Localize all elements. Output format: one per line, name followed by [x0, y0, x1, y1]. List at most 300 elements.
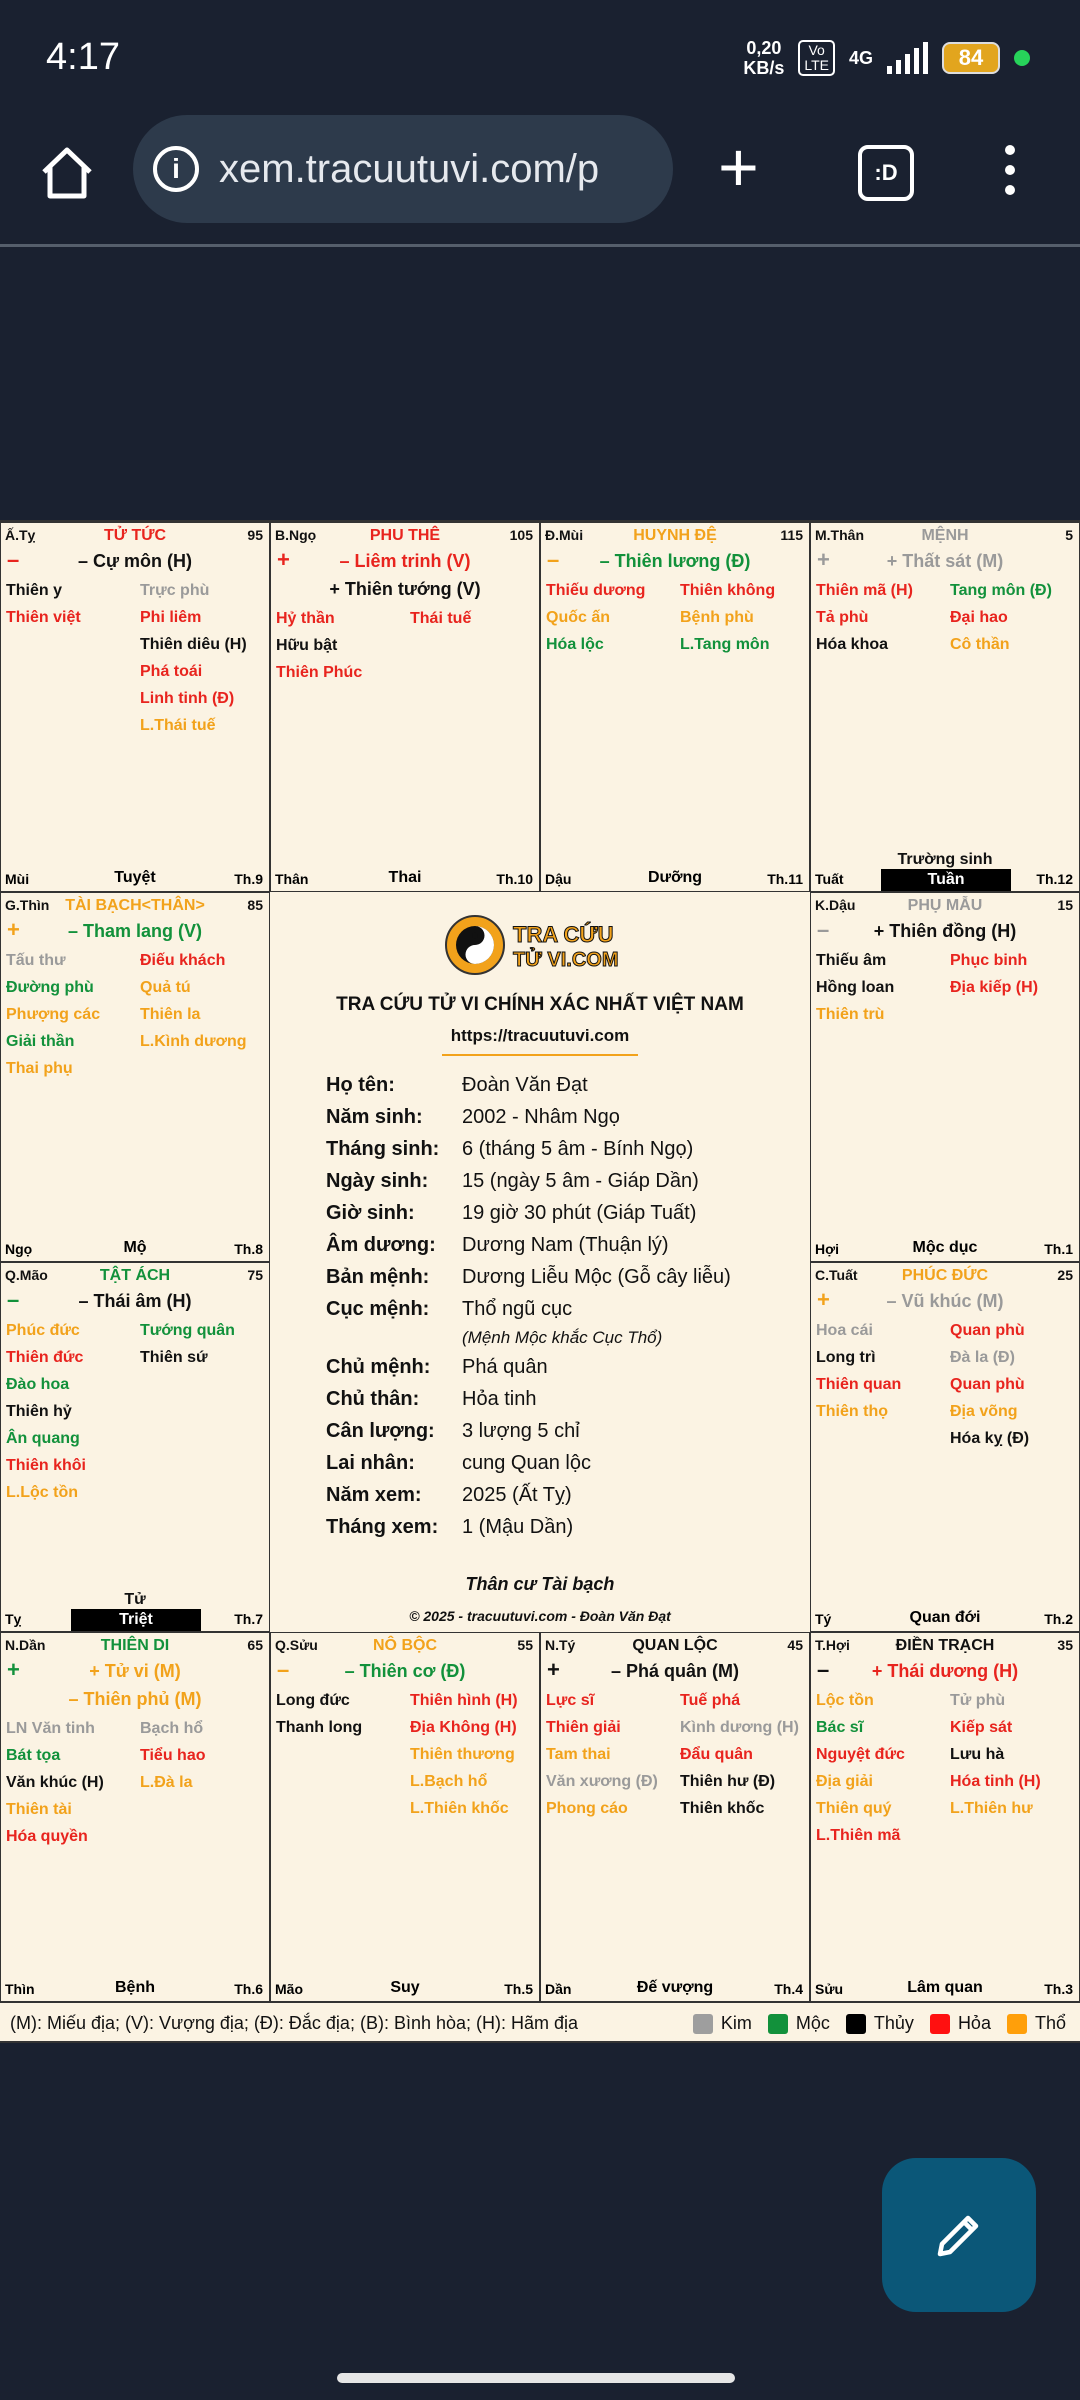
chart-center	[270, 892, 810, 1632]
palace-cell	[810, 522, 1080, 892]
legend-key	[693, 2013, 752, 2034]
minor-star: Đào hoa	[6, 1376, 70, 1393]
minor-star: Thiên tài	[6, 1801, 72, 1818]
tu-vi-chart	[0, 520, 1080, 2043]
legend-swatch	[693, 2014, 713, 2034]
gesture-bar[interactable]	[337, 2373, 735, 2383]
info-label: Giờ sinh:	[326, 1202, 415, 1224]
minor-star: Ân quang	[6, 1430, 80, 1447]
palace-branch: B.Ngọ	[275, 527, 317, 543]
palace-foot-mid: Mộ	[123, 1239, 147, 1256]
palace-age: 115	[780, 527, 803, 543]
info-label: Cục mệnh:	[326, 1298, 430, 1320]
minor-star: Hữu bật	[276, 637, 338, 654]
minor-star	[945, 1822, 1080, 1849]
minor-star: Địa giải	[816, 1773, 873, 1790]
palace-foot-mid: Mộc dục	[912, 1239, 978, 1256]
palace-name: PHÚC ĐỨC	[901, 1267, 989, 1284]
info-label: Tháng xem:	[326, 1516, 439, 1538]
palace-sign: –	[817, 1657, 830, 1682]
signal-icon	[887, 42, 928, 74]
minor-star: Hóa khoa	[816, 636, 889, 653]
palace-sign: –	[547, 547, 560, 572]
palace-foot-right: Th.4	[774, 1981, 803, 1997]
palace-age: 5	[1065, 527, 1073, 543]
info-row	[326, 1170, 806, 1202]
info-value: Thổ ngũ cục	[462, 1298, 573, 1320]
minor-star	[1, 712, 135, 739]
info-value: Đoàn Văn Đạt	[462, 1074, 588, 1096]
minor-star	[135, 1479, 270, 1506]
info-label: Chủ mệnh:	[326, 1356, 431, 1378]
address-bar[interactable]	[133, 115, 673, 223]
status-bar	[0, 0, 1080, 110]
minor-star: Thai phụ	[6, 1060, 73, 1077]
site-logo	[445, 912, 645, 978]
palace-foot-mid: Tuyệt	[114, 869, 156, 886]
minor-star: Hỷ thần	[276, 610, 335, 627]
minor-star: L.Tang môn	[680, 636, 770, 653]
volte-bottom: LTE	[804, 57, 829, 73]
minor-star	[271, 1795, 405, 1822]
minor-star: Thiên khốc	[680, 1800, 765, 1817]
palace-branch: Ấ.Tỵ	[5, 527, 36, 543]
minor-star: Thiên việt	[6, 609, 81, 626]
main-star: – Thiên lương (Đ)	[599, 551, 751, 571]
legend	[0, 2002, 1080, 2044]
palace-foot-left: Mùi	[5, 871, 30, 887]
minor-star: Bạch hổ	[140, 1720, 204, 1737]
minor-star: Lộc tồn	[816, 1692, 874, 1709]
palace-foot-left: Tuất	[815, 871, 844, 887]
palace-foot-left: Hợi	[815, 1241, 839, 1257]
info-row	[326, 1202, 806, 1234]
minor-star	[1, 631, 135, 658]
palace-name: HUYNH ĐỆ	[633, 527, 717, 544]
palace-age: 75	[247, 1267, 263, 1283]
minor-star	[135, 1425, 270, 1452]
minor-star: L.Bạch hổ	[410, 1773, 488, 1790]
legend-notes: (M): Miếu địa; (V): Vượng địa; (Đ): Đắc địa; (B): Bình hòa; (H): Hãm địa	[10, 2013, 579, 2033]
info-row	[326, 1388, 806, 1420]
minor-star: Thiên hỷ	[6, 1403, 72, 1420]
minor-star: Giải thần	[6, 1033, 75, 1050]
privacy-dot-icon	[1014, 50, 1030, 66]
minor-star: L.Thiên hư	[950, 1800, 1033, 1817]
url-text[interactable]: xem.tracuutuvi.com/p	[219, 146, 600, 191]
minor-star: Thiên khôi	[6, 1457, 86, 1474]
main-star: – Liêm trinh (V)	[339, 551, 471, 571]
palace-sign: –	[7, 1287, 20, 1312]
minor-star: L.Lộc tồn	[6, 1484, 78, 1501]
legend-label: Hỏa	[957, 2013, 991, 2033]
palace-tag: Tuần	[881, 869, 1011, 891]
palace-foot-right: Th.7	[234, 1611, 263, 1627]
info-value: 19 giờ 30 phút (Giáp Tuất)	[462, 1202, 697, 1224]
minor-star	[1, 658, 135, 685]
palace-age: 25	[1057, 1267, 1073, 1283]
palace-cell	[540, 522, 810, 892]
palace-age: 35	[1057, 1637, 1073, 1653]
minor-star	[271, 1741, 405, 1768]
palace-sign: +	[7, 1657, 20, 1682]
palace-cell	[0, 1262, 270, 1632]
palace-foot-mid: Trường sinh	[897, 851, 993, 868]
minor-star: Hóa kỵ (Đ)	[950, 1430, 1030, 1447]
palace-name: MỆNH	[921, 527, 969, 544]
palace-name: TẬT ÁCH	[99, 1267, 171, 1284]
legend-key	[1007, 2013, 1066, 2034]
info-row	[326, 1452, 806, 1484]
palace-cell	[810, 1632, 1080, 2002]
minor-star: Thiên diêu (H)	[140, 636, 247, 653]
more-menu-icon[interactable]	[1005, 145, 1017, 205]
minor-star: Quan phù	[950, 1376, 1025, 1393]
palace-foot-left: Dần	[545, 1981, 572, 1997]
minor-star: Đại hao	[950, 609, 1008, 626]
main-star: – Tham lang (V)	[67, 921, 202, 941]
minor-star: Thiên đức	[6, 1349, 84, 1366]
palace-foot-mid: Suy	[390, 1979, 420, 1996]
minor-star	[135, 1796, 270, 1823]
main-star: + Thiên tướng (V)	[329, 579, 481, 599]
pencil-icon	[930, 2206, 988, 2264]
edit-button[interactable]	[882, 2158, 1036, 2312]
network-speed	[743, 38, 784, 78]
minor-star: Thiên mã (H)	[816, 582, 913, 599]
minor-star: Long đức	[276, 1692, 350, 1709]
info-label: Năm sinh:	[326, 1106, 423, 1128]
minor-star: Thiên Phúc	[276, 664, 363, 681]
minor-star: Phá toái	[140, 663, 203, 680]
minor-star: Tiểu hao	[140, 1747, 206, 1764]
minor-star: Thiên thọ	[816, 1403, 888, 1420]
link-underline	[442, 1054, 638, 1056]
palace-cell	[0, 892, 270, 1262]
palace-sign: +	[817, 547, 830, 572]
info-value: 6 (tháng 5 âm - Bính Ngọ)	[462, 1138, 694, 1160]
main-star: – Thiên phủ (M)	[68, 1689, 202, 1709]
legend-key	[846, 2013, 914, 2034]
minor-star: Long trì	[816, 1349, 876, 1366]
minor-star: Bác sĩ	[816, 1719, 864, 1736]
palace-foot-right: Th.9	[234, 871, 263, 887]
minor-star: L.Kình dương	[140, 1033, 247, 1050]
minor-star: Thiên hư (Đ)	[680, 1773, 776, 1790]
minor-star: L.Thái tuế	[140, 717, 216, 734]
legend-label: Kim	[720, 2013, 752, 2033]
minor-star: Thiên trù	[816, 1006, 885, 1023]
info-row	[326, 1420, 806, 1452]
new-tab-icon[interactable]: +	[718, 128, 759, 206]
legend-key	[930, 2013, 991, 2034]
palace-name: TỬ TỨC	[103, 527, 167, 544]
clock: 4:17	[46, 36, 120, 78]
minor-star: Hóa quyền	[6, 1828, 88, 1845]
minor-star: Thiên la	[140, 1006, 201, 1023]
minor-star: Phi liêm	[140, 609, 202, 626]
legend-swatch	[846, 2014, 866, 2034]
toolbar-divider	[0, 244, 1080, 247]
minor-star: Thiên quan	[816, 1376, 902, 1393]
palace-foot-mid: Đế vượng	[636, 1979, 714, 1996]
info-row	[326, 1106, 806, 1138]
palace-foot-mid: Dưỡng	[647, 869, 703, 886]
palace-foot-mid: Thai	[388, 869, 422, 886]
palace-foot-mid: Bệnh	[115, 1979, 155, 1996]
minor-star	[811, 1425, 945, 1452]
palace-branch: C.Tuất	[815, 1267, 858, 1283]
palace-sign: –	[817, 917, 830, 942]
minor-star: Địa võng	[950, 1403, 1018, 1420]
palace-name: THIÊN DI	[100, 1637, 170, 1654]
palace-foot-left: Ngọ	[5, 1241, 33, 1257]
palace-foot-left: Thân	[275, 871, 309, 887]
minor-star: Thiếu âm	[816, 952, 887, 969]
main-star: – Thái âm (H)	[78, 1291, 192, 1311]
legend-keys	[693, 2013, 1066, 2034]
volte-icon	[798, 40, 835, 76]
palace-foot-left: Dậu	[545, 871, 572, 887]
palace-sign: +	[7, 917, 20, 942]
minor-star: Lưu hà	[950, 1746, 1005, 1763]
palace-foot-right: Th.1	[1044, 1241, 1073, 1257]
minor-star: Tang môn (Đ)	[950, 582, 1052, 599]
palace-cell	[0, 522, 270, 892]
palace-foot-left: Mão	[275, 1981, 303, 1997]
info-value: cung Quan lộc	[462, 1452, 591, 1474]
info-row	[326, 1074, 806, 1106]
palace-foot-right: Th.12	[1036, 871, 1073, 887]
palace-sign: –	[277, 1657, 290, 1682]
info-value: Phá quân	[462, 1356, 548, 1378]
palace-name: NÔ BỘC	[373, 1637, 437, 1654]
info-label: Họ tên:	[326, 1074, 395, 1096]
palace-branch: Q.Sửu	[275, 1637, 318, 1653]
minor-star: Linh tinh (Đ)	[140, 690, 235, 707]
palace-sign: +	[547, 1657, 560, 1682]
palace-foot-right: Th.3	[1044, 1981, 1073, 1997]
legend-swatch	[1007, 2014, 1027, 2034]
palace-sign: +	[277, 547, 290, 572]
legend-swatch	[930, 2014, 950, 2034]
palace-cell	[270, 522, 540, 892]
palace-branch: Q.Mão	[5, 1267, 48, 1283]
minor-star: Hóa tinh (H)	[950, 1773, 1041, 1790]
minor-star: Địa kiếp (H)	[950, 979, 1039, 996]
minor-star: Quan phù	[950, 1322, 1025, 1339]
minor-star: Nguyệt đức	[816, 1746, 905, 1763]
minor-star: Hóa lộc	[546, 636, 604, 653]
palace-age: 45	[787, 1637, 803, 1653]
minor-star: Thiên hình (H)	[410, 1692, 518, 1709]
palace-cell	[810, 892, 1080, 1262]
volte-top: Vo	[808, 42, 825, 58]
info-label: Chủ thân:	[326, 1388, 420, 1410]
minor-star	[135, 1452, 270, 1479]
palace-age: 55	[517, 1637, 533, 1653]
minor-star: Thiếu dương	[546, 582, 646, 599]
minor-star: Bát tọa	[6, 1747, 61, 1764]
palace-name: ĐIỀN TRẠCH	[895, 1637, 995, 1654]
than-cu: Thân cư Tài bạch	[465, 1574, 615, 1594]
minor-star: L.Thiên mã	[816, 1827, 901, 1844]
palace-foot-right: Th.6	[234, 1981, 263, 1997]
legend-swatch	[768, 2014, 788, 2034]
minor-star: Bệnh phù	[680, 609, 754, 626]
palace-age: 105	[509, 527, 533, 543]
main-star: – Thiên cơ (Đ)	[344, 1661, 466, 1681]
minor-star	[135, 1823, 270, 1850]
minor-star: Tuế phá	[680, 1692, 741, 1709]
palace-branch: G.Thìn	[5, 897, 50, 913]
site-link[interactable]: https://tracuutuvi.com	[450, 1026, 630, 1045]
info-row	[326, 1298, 806, 1330]
main-star: + Thiên đồng (H)	[873, 921, 1017, 941]
info-label: Ngày sinh:	[326, 1170, 429, 1192]
minor-star	[1, 685, 135, 712]
minor-star: Đẩu quân	[680, 1746, 753, 1763]
logo-text-2: TỬ VI.COM	[513, 949, 619, 971]
minor-star: Tử phù	[950, 1692, 1006, 1709]
minor-star: Điếu khách	[140, 952, 226, 969]
minor-star: Tấu thư	[6, 952, 66, 969]
info-row	[326, 1266, 806, 1298]
minor-star: Phục binh	[950, 952, 1028, 969]
network-type: 4G	[848, 47, 873, 68]
legend-label: Thủy	[873, 2013, 914, 2033]
legend-label: Mộc	[795, 2013, 830, 2033]
info-value: 1 (Mậu Dần)	[462, 1516, 574, 1538]
palace-age: 95	[247, 527, 263, 543]
minor-star: L.Thiên khốc	[410, 1800, 509, 1817]
minor-star: Văn khúc (H)	[6, 1774, 104, 1791]
main-star: + Thất sát (M)	[886, 551, 1004, 571]
minor-star: Đà la (Đ)	[950, 1349, 1015, 1366]
minor-star: Tả phù	[816, 609, 869, 626]
palace-foot-right: Th.10	[496, 871, 533, 887]
minor-star: Thiên thương	[410, 1746, 515, 1763]
minor-star: Văn xương (Đ)	[546, 1773, 658, 1790]
info-row	[326, 1356, 806, 1388]
minor-star: Trực phù	[140, 582, 210, 599]
palace-foot-right: Th.8	[234, 1241, 263, 1257]
palace-foot-left: Sửu	[815, 1981, 844, 1997]
palace-age: 85	[247, 897, 263, 913]
palace-foot-right: Th.2	[1044, 1611, 1073, 1627]
main-star: – Cự môn (H)	[77, 551, 193, 571]
palace-branch: Đ.Mùi	[545, 527, 584, 543]
palace-tag: Triệt	[71, 1609, 201, 1631]
minor-star: Kiếp sát	[950, 1719, 1013, 1736]
minor-star: Thiên không	[680, 582, 776, 599]
minor-star	[945, 1001, 1080, 1028]
minor-star: Kình dương (H)	[680, 1719, 799, 1736]
minor-star	[135, 1371, 270, 1398]
palace-age: 15	[1057, 897, 1073, 913]
info-value: Dương Liễu Mộc (Gỗ cây liễu)	[462, 1266, 731, 1288]
info-value: 2025 (Ất Tỵ)	[462, 1484, 572, 1506]
palace-cell	[0, 1632, 270, 2002]
minor-star: Quả tú	[140, 979, 191, 996]
minor-star	[405, 659, 540, 686]
palace-name: TÀI BẠCH<THÂN>	[65, 897, 205, 914]
palace-sign: +	[817, 1287, 830, 1312]
palace-branch: T.Hợi	[815, 1637, 850, 1653]
palace-name: PHỤ MẪU	[907, 897, 983, 914]
info-row	[326, 1516, 806, 1548]
minor-star: Phượng các	[6, 1006, 101, 1023]
chart-title: TRA CỨU TỬ VI CHÍNH XÁC NHẤT VIỆT NAM	[336, 994, 744, 1015]
palace-branch: K.Dậu	[815, 897, 856, 913]
main-star: – Vũ khúc (M)	[886, 1291, 1004, 1311]
palace-cell	[270, 1632, 540, 2002]
tab-switcher-button[interactable]: :D	[858, 145, 914, 201]
minor-star	[135, 1398, 270, 1425]
main-star: + Thái dương (H)	[871, 1661, 1019, 1681]
palace-name: QUAN LỘC	[632, 1637, 718, 1654]
palace-age: 65	[247, 1637, 263, 1653]
palace-foot-right: Th.11	[767, 871, 803, 887]
info-label: Cân lượng:	[326, 1420, 435, 1442]
logo-text-1: TRA CỨU	[513, 922, 614, 947]
palace-foot-mid: Tử	[124, 1591, 146, 1608]
battery-icon: 84	[942, 42, 1000, 74]
minor-star: Quốc ấn	[546, 609, 611, 626]
info-label: Lai nhân:	[326, 1452, 415, 1474]
browser-toolbar	[0, 110, 1080, 244]
minor-star: Phong cáo	[546, 1800, 628, 1817]
main-star: – Phá quân (M)	[610, 1661, 739, 1681]
minor-star: Hoa cái	[816, 1322, 873, 1339]
palace-foot-mid: Lâm quan	[907, 1979, 983, 1996]
info-label: Năm xem:	[326, 1484, 422, 1506]
info-value: 3 lượng 5 chỉ	[462, 1420, 580, 1442]
palace-foot-right: Th.5	[504, 1981, 533, 1997]
palace-foot-left: Tỵ	[5, 1611, 22, 1627]
minor-star: Tướng quân	[140, 1322, 235, 1339]
minor-star	[405, 632, 540, 659]
minor-star: Thanh long	[276, 1719, 363, 1736]
palace-branch: N.Dần	[5, 1637, 46, 1653]
minor-star: Địa Không (H)	[410, 1719, 517, 1736]
minor-star: Phúc đức	[6, 1322, 80, 1339]
info-value: Dương Nam (Thuận lý)	[462, 1234, 669, 1256]
site-info-icon[interactable]: i	[153, 146, 199, 192]
palace-foot-left: Tý	[815, 1611, 832, 1627]
info-row	[326, 1138, 806, 1170]
info-value: 2002 - Nhâm Ngọ	[462, 1106, 620, 1128]
network-speed-value: 0,20	[746, 38, 782, 58]
palace-foot-mid: Quan đới	[909, 1609, 981, 1626]
palace-cell	[810, 1262, 1080, 1632]
home-icon[interactable]	[36, 142, 98, 204]
minor-star: Đường phù	[6, 979, 94, 996]
palace-branch: M.Thân	[815, 527, 864, 543]
minor-star	[271, 1768, 405, 1795]
palace-cell	[540, 1632, 810, 2002]
legend-label: Thổ	[1034, 2013, 1066, 2033]
minor-star: Thiên giải	[546, 1719, 621, 1736]
palace-branch: N.Tý	[545, 1637, 576, 1653]
info-row	[326, 1234, 806, 1266]
minor-star: Thiên y	[6, 582, 63, 599]
minor-star: Thiên quý	[816, 1800, 892, 1817]
main-star: + Tử vi (M)	[89, 1661, 181, 1681]
cuc-note: (Mệnh Mộc khắc Cục Thổ)	[462, 1328, 663, 1347]
legend-key	[768, 2013, 830, 2034]
info-label: Tháng sinh:	[326, 1138, 440, 1160]
